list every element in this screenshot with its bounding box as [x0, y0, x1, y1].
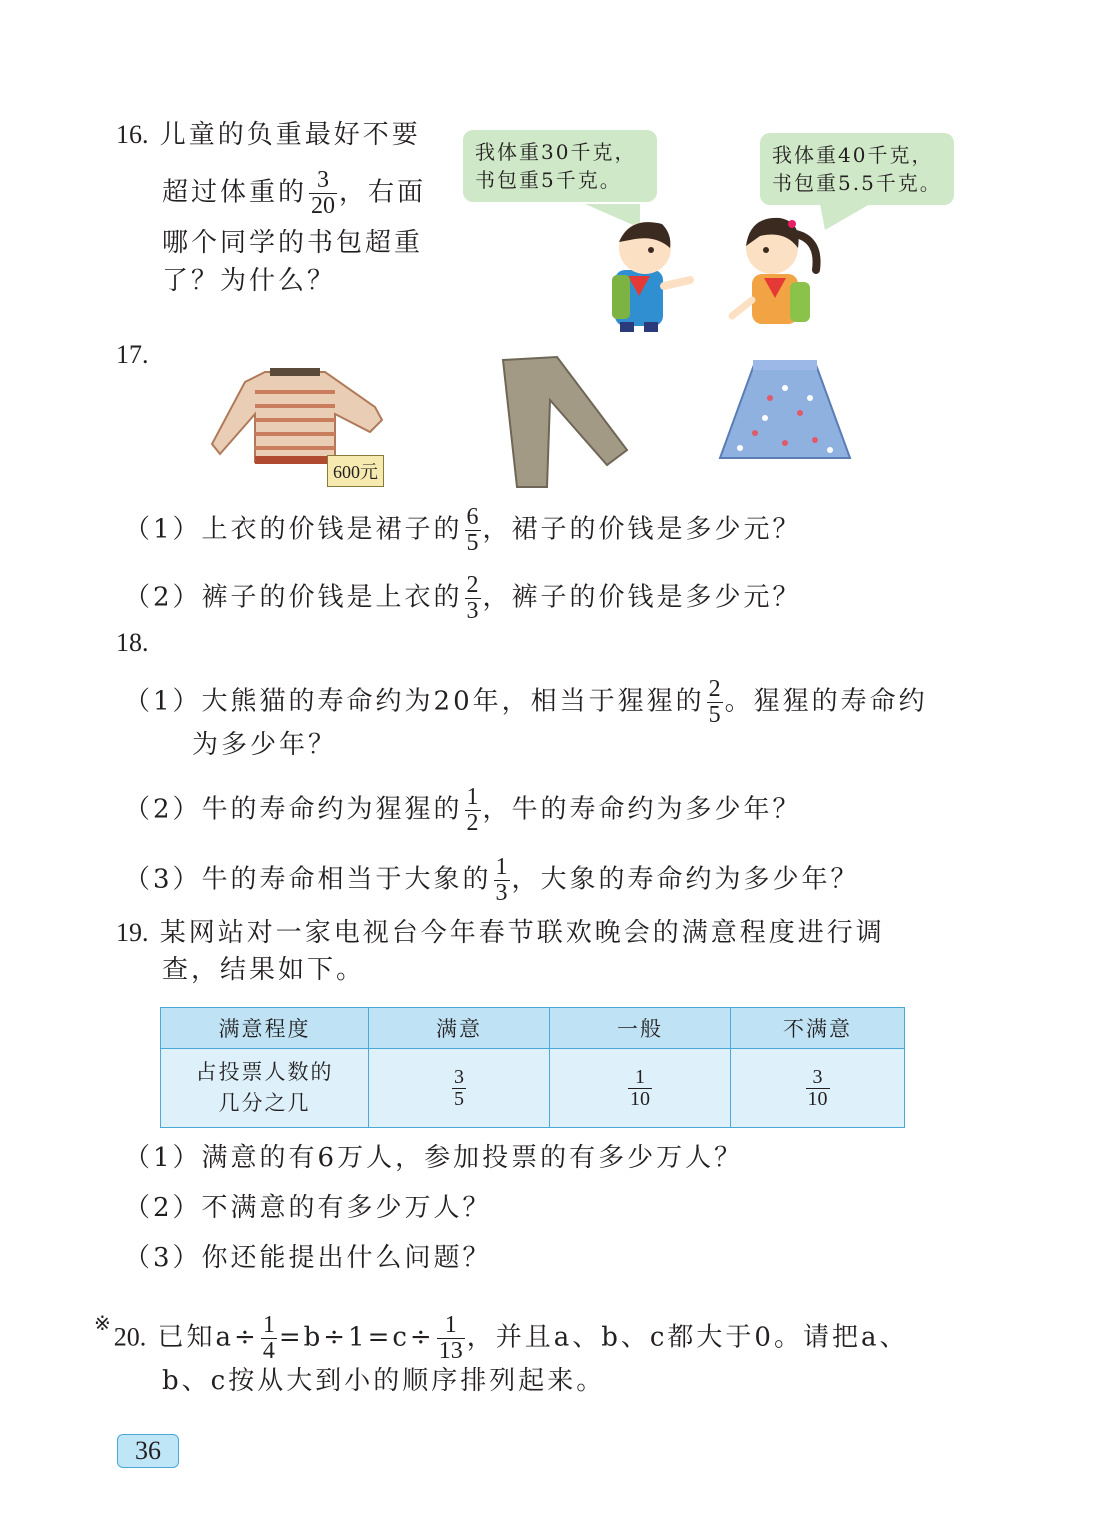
girl-bubble-line1: 我体重40千克， [772, 143, 934, 167]
fraction-1-3 [494, 855, 510, 906]
fraction-numerator: 1 [495, 854, 508, 880]
q16-line1: 儿童的负重最好不要 [159, 120, 421, 150]
price-tag: 600元 [327, 455, 384, 487]
page-number: 36 [117, 1434, 179, 1468]
q17-part2-a: （2）裤子的价钱是上衣的 [124, 582, 463, 613]
fraction-numerator: 2 [708, 676, 721, 702]
boy-bubble-line1: 我体重30千克， [475, 140, 637, 164]
students-illustration [440, 190, 960, 340]
q19-line1-text: 某网站对一家电视台今年春节联欢晚会的满意程度进行调 [159, 918, 885, 948]
table-row [161, 1049, 905, 1128]
q19-number: 19. [116, 918, 149, 947]
trousers-image [495, 355, 635, 490]
fraction-numerator: 1 [437, 1313, 465, 1339]
fraction-denominator: 3 [466, 598, 479, 625]
table-header-cell: 满意程度 [161, 1008, 369, 1049]
girl-student [732, 218, 817, 324]
fraction-denominator: 10 [630, 1087, 650, 1110]
q18-number: 18. [116, 628, 149, 657]
q18-part1 [124, 677, 928, 728]
fraction-numerator: 1 [262, 1312, 275, 1338]
q16-line2b: ，右面 [339, 177, 427, 208]
fraction-3-5 [452, 1067, 466, 1110]
q18-part3 [124, 855, 860, 906]
girl-bubble-tail [820, 204, 870, 230]
fraction-1-13 [437, 1313, 465, 1364]
q19-part2: （2）不满意的有多少万人？ [124, 1193, 492, 1223]
fraction-numerator: 2 [466, 572, 479, 598]
boy-bubble-line2: 书包重5千克。 [475, 168, 622, 192]
q20-line1 [94, 1313, 908, 1364]
q20-text-b: =b÷1=c÷ [278, 1322, 435, 1353]
q16-number: 16. [116, 120, 149, 149]
fraction-1-10 [628, 1067, 652, 1110]
fraction-numerator: 1 [466, 784, 479, 810]
fraction-3-10 [806, 1067, 830, 1110]
fraction-numerator: 3 [309, 168, 337, 194]
fraction-denominator: 2 [466, 810, 479, 837]
fraction-numerator: 3 [806, 1067, 830, 1089]
q20-text-a: 已知a÷ [157, 1322, 259, 1353]
q19-line1 [116, 920, 885, 946]
fraction-2-5 [707, 677, 723, 728]
q20-text-c: ，并且a、b、c都大于0。请把a、 [466, 1322, 909, 1353]
q20-line2: b、c按从大到小的顺序排列起来。 [162, 1366, 606, 1396]
fraction-denominator: 5 [466, 530, 479, 557]
q16-line2a: 超过体重的 [162, 177, 308, 208]
boy-student [612, 222, 690, 332]
table-cell [369, 1049, 550, 1128]
q17-part2 [124, 573, 802, 624]
q16-line2 [162, 168, 426, 219]
table-header-cell: 一般 [550, 1008, 731, 1049]
fraction-denominator: 4 [262, 1338, 275, 1365]
q19-line2: 查，结果如下。 [162, 955, 366, 985]
fraction-numerator: 1 [628, 1067, 652, 1089]
q18-part2-a: （2）牛的寿命约为猩猩的 [124, 794, 463, 825]
q17-part1-b: ，裙子的价钱是多少元？ [482, 514, 802, 545]
fraction-denominator: 13 [438, 1338, 463, 1365]
q17-number: 17. [116, 340, 149, 369]
fraction-3-20 [309, 168, 337, 219]
fraction-denominator: 10 [807, 1087, 828, 1110]
q18-part1-b: 。猩猩的寿命约 [724, 686, 928, 717]
q18-part1-c: 为多少年？ [192, 730, 338, 760]
q18-part3-a: （3）牛的寿命相当于大象的 [124, 864, 492, 895]
table-cell [731, 1049, 905, 1128]
q16-line4: 了？为什么？ [162, 266, 337, 296]
table-cell [550, 1049, 731, 1128]
fraction-denominator: 3 [495, 880, 508, 907]
fraction-6-5 [465, 505, 481, 556]
fraction-denominator: 5 [708, 702, 721, 729]
row-label-line1: 占投票人数的 [195, 1059, 334, 1084]
table-row-label [161, 1049, 369, 1128]
q18-part2-b: ，牛的寿命约为多少年？ [482, 794, 802, 825]
girl-bubble-line2: 书包重5.5千克。 [772, 171, 942, 195]
optional-mark: ※ [94, 1311, 114, 1335]
fraction-denominator: 20 [311, 193, 336, 220]
survey-table [160, 1007, 905, 1128]
row-label-line2: 几分之几 [218, 1091, 311, 1115]
fraction-1-2 [465, 785, 481, 836]
q17-part2-b: ，裤子的价钱是多少元？ [482, 582, 802, 613]
q17-part1 [124, 505, 802, 556]
fraction-numerator: 3 [454, 1065, 464, 1088]
q20-number: 20. [113, 1322, 147, 1352]
q17-part1-a: （1）上衣的价钱是裙子的 [124, 514, 463, 545]
q16-line3: 哪个同学的书包超重 [162, 228, 424, 258]
q18-part1-a: （1）大熊猫的寿命约为20年，相当于猩猩的 [124, 686, 705, 717]
skirt-image [715, 358, 855, 468]
fraction-2-3 [465, 573, 481, 624]
table-header-cell: 满意 [369, 1008, 550, 1049]
boy-bubble-tail [585, 204, 640, 228]
q18-part2 [124, 785, 802, 836]
fraction-1-4 [261, 1313, 277, 1364]
fraction-denominator: 5 [454, 1087, 464, 1110]
q18-part3-b: ，大象的寿命约为多少年？ [511, 864, 860, 895]
q19-part1: （1）满意的有6万人，参加投票的有多少万人？ [124, 1143, 744, 1173]
table-header-cell: 不满意 [731, 1008, 905, 1049]
q19-part3: （3）你还能提出什么问题？ [124, 1243, 492, 1273]
fraction-numerator: 6 [466, 504, 479, 530]
q16-text [116, 122, 421, 148]
table-header-row [161, 1008, 905, 1049]
